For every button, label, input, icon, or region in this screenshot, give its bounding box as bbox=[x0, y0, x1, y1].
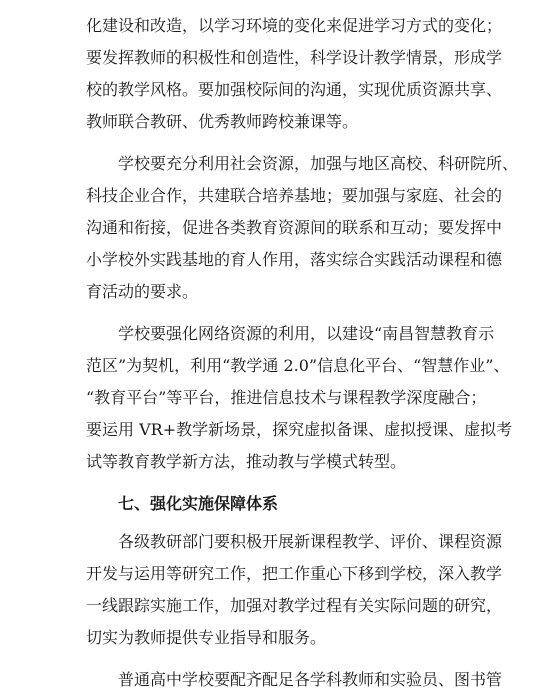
text-line: 沟通和衔接，促进各类教育资源间的联系和互动；要发挥中 bbox=[86, 218, 503, 237]
text-line: 范区”为契机，利用“教学通 2.0”信息化平台、“智慧作业”、 bbox=[86, 356, 510, 375]
section-heading: 七、强化实施保障体系 bbox=[118, 494, 279, 513]
text-line: 切实为教师提供专业指导和服务。 bbox=[86, 628, 327, 647]
text-line: 小学校外实践基地的育人作用，落实综合实践活动课程和德 bbox=[86, 250, 503, 269]
text-line: 各级教研部门要积极开展新课程教学、评价、课程资源 bbox=[118, 532, 503, 551]
text-line: 要运用 VR+教学新场景，探究虚拟备课、虚拟授课、虚拟考 bbox=[86, 420, 513, 439]
text-line: 普通高中学校要配齐配足各学科教师和实验员、图书管 bbox=[118, 670, 503, 689]
text-line: 学校要充分利用社会资源，加强与地区高校、科研院所、 bbox=[118, 154, 519, 173]
text-line: 一线跟踪实施工作，加强对教学过程有关实际问题的研究， bbox=[86, 596, 503, 615]
text-line: “教育平台”等平台，推进信息技术与课程教学深度融合； bbox=[86, 388, 487, 407]
text-line: 科技企业合作，共建联合培养基地；要加强与家庭、社会的 bbox=[86, 186, 503, 205]
text-line: 育活动的要求。 bbox=[86, 282, 199, 301]
text-line: 开发与运用等研究工作，把工作重心下移到学校，深入教学 bbox=[86, 564, 503, 583]
text-line: 试等教育教学新方法，推动教与学模式转型。 bbox=[86, 452, 407, 471]
text-line: 教师联合教研、优秀教师跨校兼课等。 bbox=[86, 112, 359, 131]
text-line: 校的教学风格。要加强校际间的沟通，实现优质资源共享、 bbox=[86, 80, 503, 99]
text-line: 要发挥教师的积极性和创造性，科学设计教学情景，形成学 bbox=[86, 48, 503, 67]
text-line: 学校要强化网络资源的利用，以建设“南昌智慧教育示 bbox=[118, 324, 495, 343]
text-line: 化建设和改造，以学习环境的变化来促进学习方式的变化； bbox=[86, 16, 503, 35]
